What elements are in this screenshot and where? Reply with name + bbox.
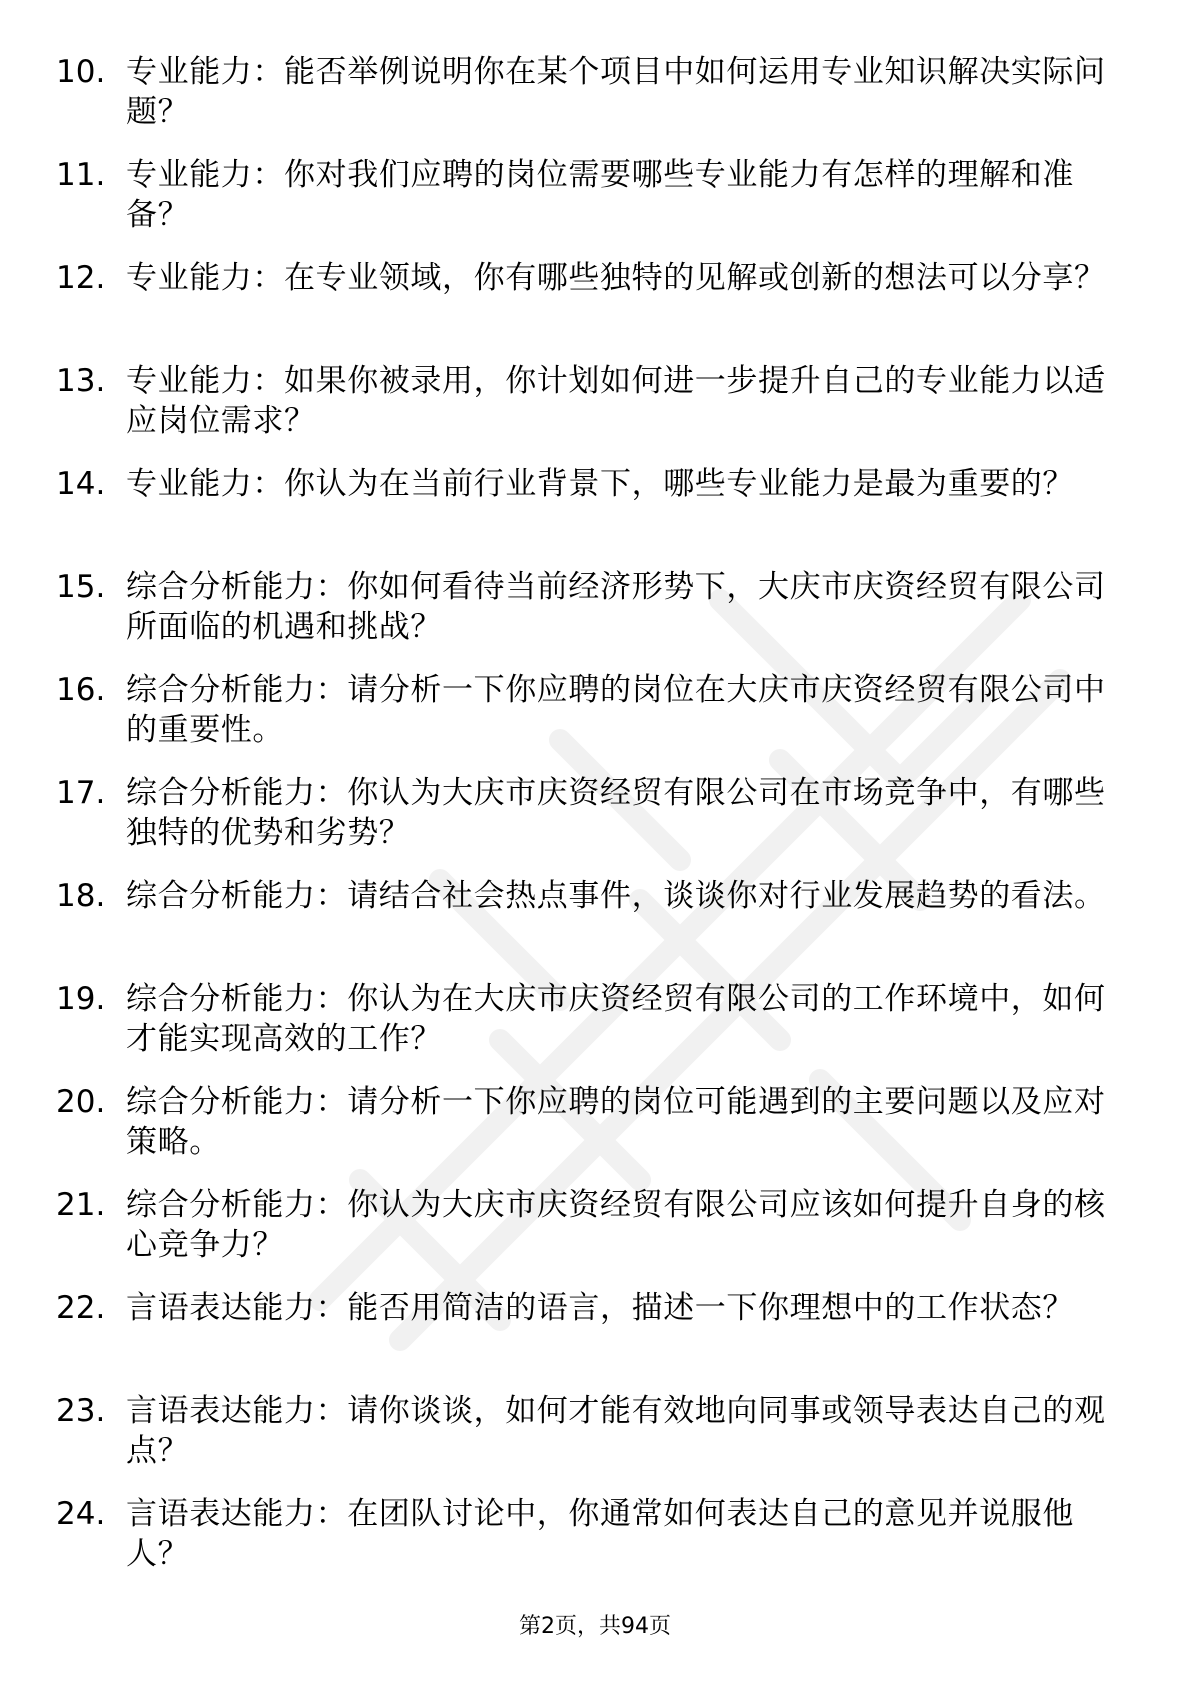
- question-text: 专业能力：你认为在当前行业背景下，哪些专业能力是最为重要的？: [126, 466, 1074, 502]
- list-item: [0, 464, 1190, 544]
- question-text: 专业能力：在专业领域，你有哪些独特的见解或创新的想法可以分享？: [126, 260, 1106, 296]
- question-number: 21.: [56, 1187, 106, 1223]
- list-item: [0, 1288, 1190, 1368]
- list-item: [0, 979, 1190, 1059]
- list-item: [0, 52, 1190, 132]
- list-item: [0, 773, 1190, 853]
- question-text: 综合分析能力：你认为大庆市庆资经贸有限公司在市场竞争中，有哪些独特的优势和劣势？: [126, 775, 1106, 851]
- question-text: 综合分析能力：请分析一下你应聘的岗位在大庆市庆资经贸有限公司中的重要性。: [126, 672, 1106, 748]
- question-number: 16.: [56, 672, 106, 708]
- question-number: 10.: [56, 54, 106, 90]
- question-number: 15.: [56, 569, 106, 605]
- question-text: 言语表达能力：能否用简洁的语言，描述一下你理想中的工作状态？: [126, 1290, 1074, 1326]
- question-number: 20.: [56, 1084, 106, 1120]
- question-number: 19.: [56, 981, 106, 1017]
- question-text: 言语表达能力：请你谈谈，如何才能有效地向同事或领导表达自己的观点？: [126, 1393, 1106, 1469]
- list-item: [0, 258, 1190, 338]
- question-number: 17.: [56, 775, 106, 811]
- list-item: [0, 876, 1190, 956]
- list-item: [0, 1494, 1190, 1574]
- question-list: [0, 52, 1190, 1597]
- question-number: 11.: [56, 157, 106, 193]
- list-item: [0, 670, 1190, 750]
- list-item: [0, 567, 1190, 647]
- question-text: 综合分析能力：你如何看待当前经济形势下，大庆市庆资经贸有限公司所面临的机遇和挑战？: [126, 569, 1106, 645]
- question-text: 专业能力：你对我们应聘的岗位需要哪些专业能力有怎样的理解和准备？: [126, 157, 1074, 233]
- question-text: 综合分析能力：你认为大庆市庆资经贸有限公司应该如何提升自身的核心竞争力？: [126, 1187, 1106, 1263]
- question-text: 言语表达能力：在团队讨论中，你通常如何表达自己的意见并说服他人？: [126, 1496, 1074, 1572]
- question-number: 14.: [56, 466, 106, 502]
- question-number: 23.: [56, 1393, 106, 1429]
- list-item: [0, 155, 1190, 235]
- question-number: 12.: [56, 260, 106, 296]
- question-number: 22.: [56, 1290, 106, 1326]
- question-text: 专业能力：能否举例说明你在某个项目中如何运用专业知识解决实际问题？: [126, 54, 1106, 130]
- question-text: 综合分析能力：请分析一下你应聘的岗位可能遇到的主要问题以及应对策略。: [126, 1084, 1106, 1160]
- list-item: [0, 1185, 1190, 1265]
- question-number: 13.: [56, 363, 106, 399]
- list-item: [0, 1391, 1190, 1471]
- list-item: [0, 361, 1190, 441]
- question-text: 综合分析能力：你认为在大庆市庆资经贸有限公司的工作环境中，如何才能实现高效的工作？: [126, 981, 1106, 1057]
- question-text: 综合分析能力：请结合社会热点事件，谈谈你对行业发展趋势的看法。: [126, 878, 1106, 914]
- question-text: 专业能力：如果你被录用，你计划如何进一步提升自己的专业能力以适应岗位需求？: [126, 363, 1106, 439]
- page-footer: 第2页，共94页: [519, 1614, 671, 1639]
- list-item: [0, 1082, 1190, 1162]
- question-number: 24.: [56, 1496, 106, 1532]
- question-number: 18.: [56, 878, 106, 914]
